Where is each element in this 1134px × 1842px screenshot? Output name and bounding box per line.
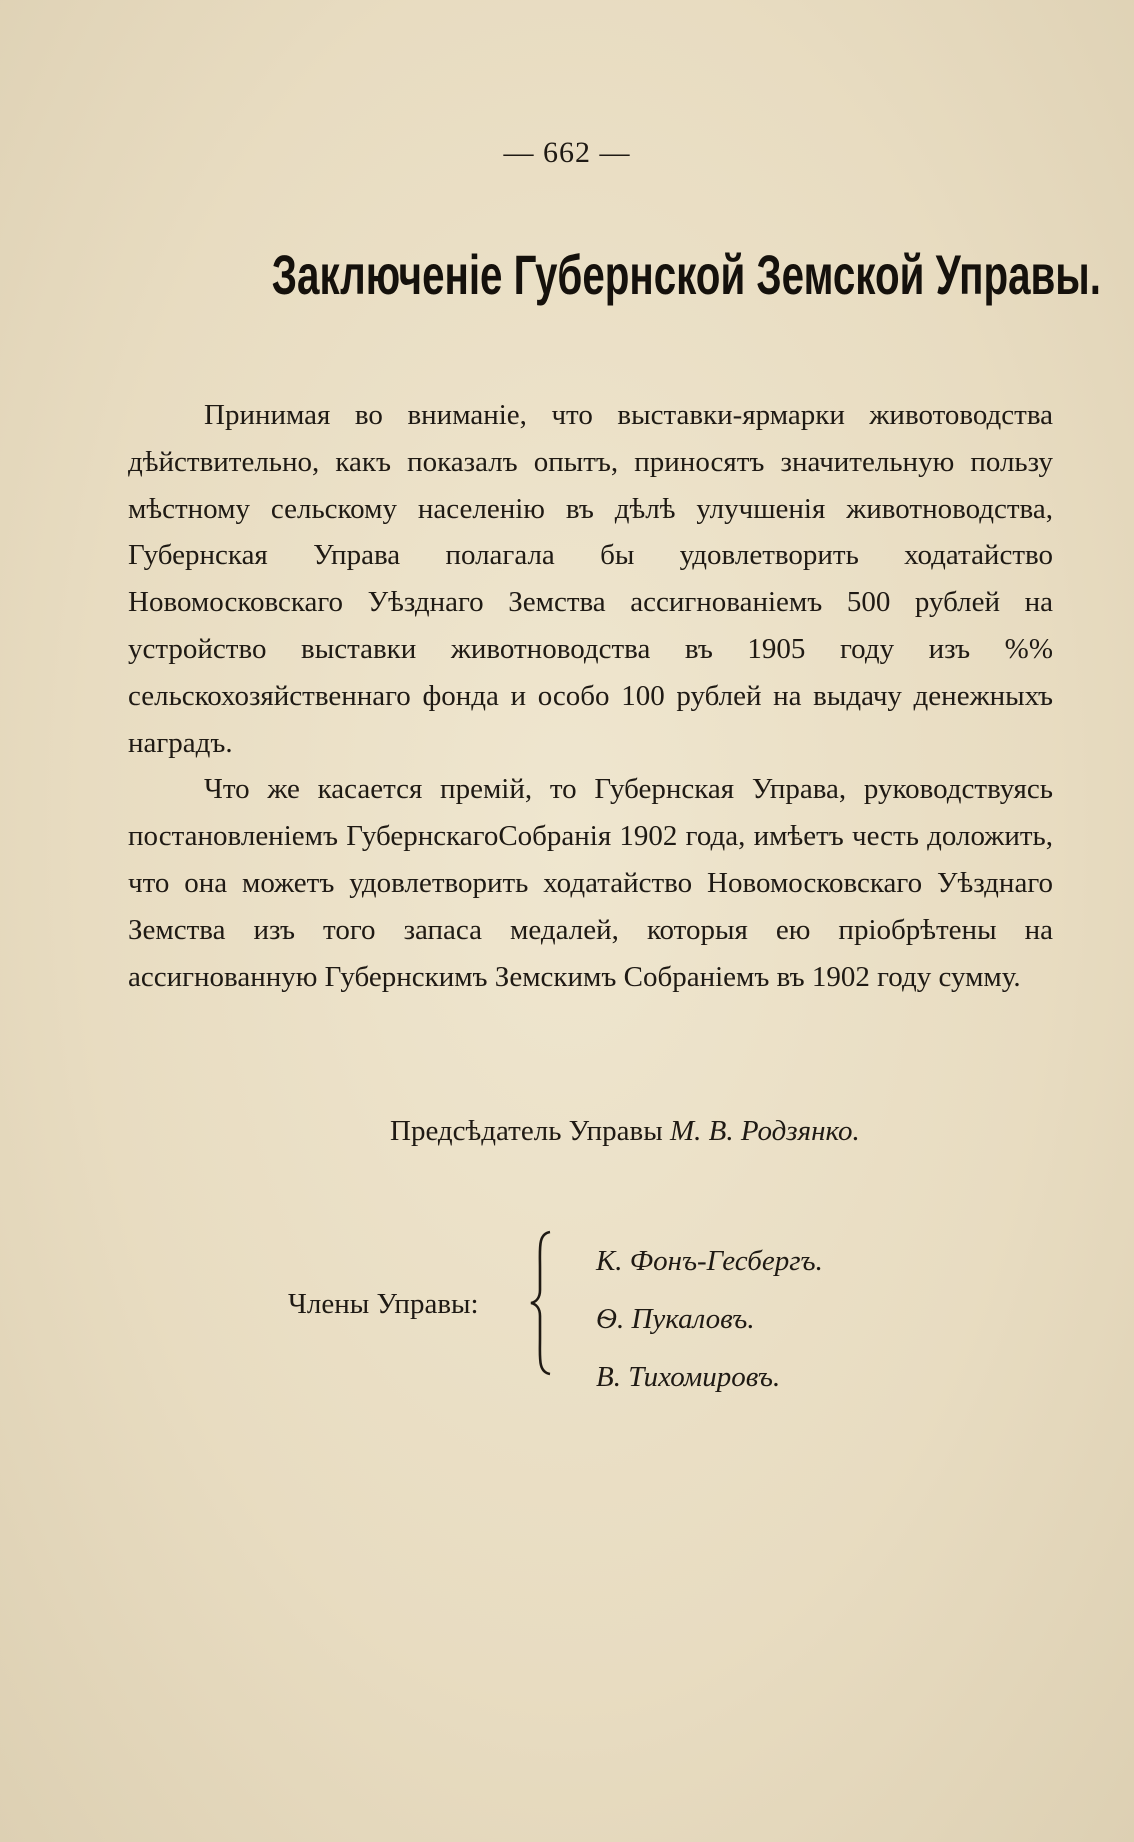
signature-role: Предсѣдатель Управы: [390, 1115, 663, 1147]
chairman-signature: [390, 1115, 1090, 1148]
member-row: [596, 1348, 823, 1406]
page-number: — 662 —: [503, 136, 631, 169]
member-row: [596, 1232, 823, 1290]
members-list: [596, 1232, 823, 1406]
member-name: К. Фонъ-Гесбергъ.: [596, 1245, 823, 1277]
member-row: [596, 1290, 823, 1348]
paragraph: Принимая во вниманіе, что выставки-ярмарки животоводства дѣйствительно, какъ показалъ опытъ, приносятъ значительную пользу мѣстному сельскому населенію въ дѣлѣ улучшенія животноводства, Губернская Управа полагала бы удовлетворить ходатайство Новомосковскаго Уѣзднаго Земства ассигнованіемъ 500 рублей на устройство выставки животноводства въ 1905 году изъ %% сельскохозяйственнаго фонда и особо 100 рублей на выдачу денежныхъ наградъ.: [128, 399, 1053, 759]
members-label: Члены Управы:: [288, 1288, 479, 1320]
member-name: Ѳ. Пукаловъ.: [596, 1303, 755, 1335]
body-text: [128, 392, 1053, 1000]
paragraph: Что же касается премій, то Губернская Управа, руководствуясь постановленіемъ ГубернскагоСобранія 1902 года, имѣетъ честь доложить, что она можетъ удовлетворить ходатайство Новомосковскаго Уѣзднаго Земства изъ того запаса медалей, которыя ею пріобрѣтены на ассигнованную Губернскимъ Земскимъ Собраніемъ въ 1902 году сумму.: [128, 773, 1053, 993]
curly-brace-icon: [528, 1228, 558, 1378]
member-name: В. Тихомировъ.: [596, 1361, 781, 1393]
page-title: Заключеніе Губернской Земской Управы.: [271, 243, 1101, 306]
signature-name: М. В. Родзянко.: [669, 1115, 860, 1147]
